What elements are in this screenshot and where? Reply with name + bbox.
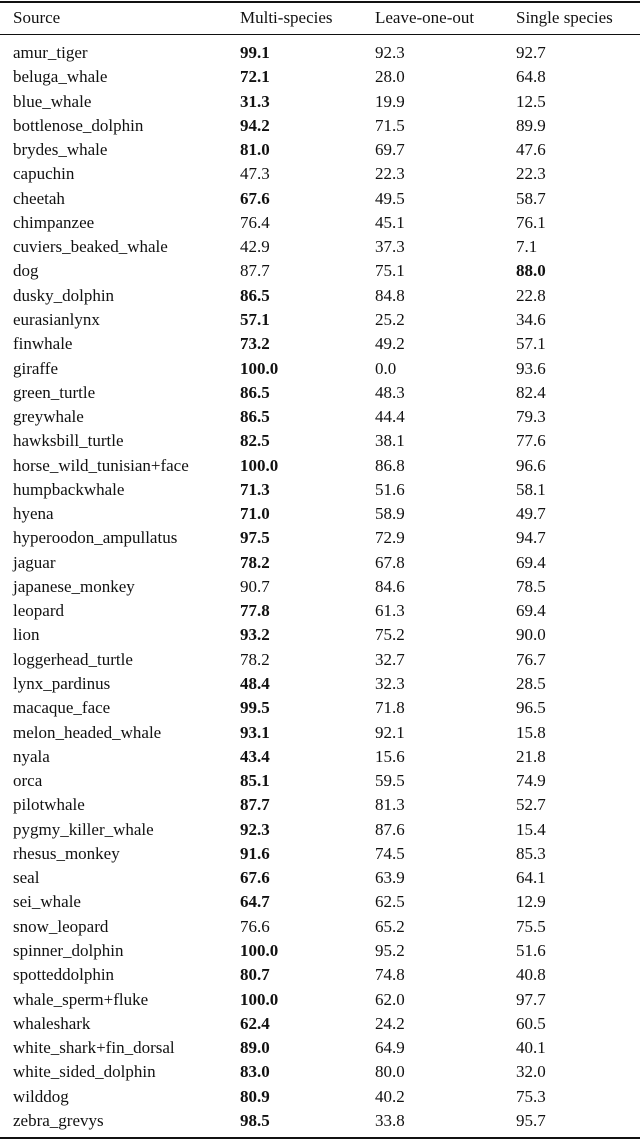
multi-species-cell: 90.7 (240, 576, 270, 596)
source-cell: zebra_grevys (13, 1110, 104, 1130)
multi-species-cell: 100.0 (240, 940, 279, 960)
multi-species-cell: 91.6 (240, 843, 270, 863)
header-multi-species: Multi-species (240, 8, 333, 27)
leave-one-out-cell: 95.2 (375, 940, 405, 960)
leave-one-out-cell: 64.9 (375, 1038, 405, 1058)
table-row (0, 454, 640, 478)
multi-species-cell: 78.2 (240, 552, 270, 572)
leave-one-out-cell: 86.8 (375, 455, 405, 475)
source-cell: wilddog (13, 1086, 69, 1106)
leave-one-out-cell: 74.5 (375, 843, 405, 863)
leave-one-out-cell: 61.3 (375, 601, 405, 621)
table-row (0, 429, 640, 453)
source-cell: melon_headed_whale (13, 722, 162, 742)
source-cell: blue_whale (13, 91, 92, 111)
multi-species-cell: 81.0 (240, 140, 270, 160)
single-species-cell: 49.7 (516, 504, 546, 524)
table-row (0, 696, 640, 720)
single-species-cell: 75.3 (516, 1086, 546, 1106)
multi-species-cell: 42.9 (240, 237, 270, 257)
single-species-cell: 82.4 (516, 382, 546, 402)
table-row (0, 381, 640, 405)
source-cell: sei_whale (13, 892, 81, 912)
table-header (0, 6, 640, 30)
leave-one-out-cell: 19.9 (375, 91, 405, 111)
multi-species-cell: 43.4 (240, 746, 270, 766)
multi-species-cell: 100.0 (240, 989, 279, 1009)
single-species-cell: 76.7 (516, 649, 546, 669)
multi-species-cell: 47.3 (240, 164, 270, 184)
header-leave-one-out: Leave-one-out (375, 8, 475, 27)
multi-species-cell: 93.2 (240, 625, 270, 645)
leave-one-out-cell: 48.3 (375, 382, 405, 402)
table-row (0, 114, 640, 138)
leave-one-out-cell: 84.6 (375, 576, 405, 596)
table-row (0, 502, 640, 526)
multi-species-cell: 57.1 (240, 309, 270, 329)
source-cell: chimpanzee (13, 212, 95, 232)
leave-one-out-cell: 38.1 (375, 431, 405, 451)
multi-species-cell: 83.0 (240, 1062, 270, 1082)
multi-species-cell: 80.9 (240, 1086, 270, 1106)
table-row (0, 187, 640, 211)
single-species-cell: 58.1 (516, 479, 546, 499)
table-row (0, 842, 640, 866)
multi-species-cell: 71.0 (240, 504, 270, 524)
source-cell: lion (13, 625, 40, 645)
multi-species-cell: 92.3 (240, 819, 270, 839)
leave-one-out-cell: 81.3 (375, 795, 405, 815)
source-cell: horse_wild_tunisian+face (13, 455, 189, 475)
leave-one-out-cell: 51.6 (375, 479, 405, 499)
single-species-cell: 76.1 (516, 212, 546, 232)
table-row (0, 1109, 640, 1133)
single-species-cell: 52.7 (516, 795, 546, 815)
single-species-cell: 97.7 (516, 989, 546, 1009)
leave-one-out-cell: 92.1 (375, 722, 405, 742)
table-row (0, 332, 640, 356)
source-cell: capuchin (13, 164, 75, 184)
source-cell: green_turtle (13, 382, 96, 402)
leave-one-out-cell: 22.3 (375, 164, 405, 184)
leave-one-out-cell: 62.0 (375, 989, 405, 1009)
source-cell: nyala (13, 746, 50, 766)
source-cell: snow_leopard (13, 916, 109, 936)
multi-species-cell: 71.3 (240, 479, 270, 499)
top-rule (0, 1, 640, 3)
multi-species-cell: 87.7 (240, 795, 270, 815)
single-species-cell: 77.6 (516, 431, 546, 451)
source-cell: cheetah (13, 188, 65, 208)
leave-one-out-cell: 62.5 (375, 892, 405, 912)
source-cell: hyperoodon_ampullatus (13, 528, 178, 548)
source-cell: loggerhead_turtle (13, 649, 133, 669)
multi-species-cell: 89.0 (240, 1038, 270, 1058)
multi-species-cell: 87.7 (240, 261, 270, 281)
single-species-cell: 7.1 (516, 237, 538, 257)
source-cell: jaguar (13, 552, 56, 572)
multi-species-cell: 93.1 (240, 722, 270, 742)
source-cell: rhesus_monkey (13, 843, 120, 863)
table-row (0, 575, 640, 599)
header-source: Source (13, 8, 61, 27)
table-row (0, 259, 640, 283)
single-species-cell: 32.0 (516, 1062, 546, 1082)
single-species-cell: 93.6 (516, 358, 546, 378)
source-cell: whaleshark (13, 1013, 91, 1033)
table-row (0, 963, 640, 987)
multi-species-cell: 48.4 (240, 674, 270, 694)
single-species-cell: 75.5 (516, 916, 546, 936)
single-species-cell: 64.1 (516, 868, 546, 888)
single-species-cell: 79.3 (516, 407, 546, 427)
single-species-cell: 21.8 (516, 746, 546, 766)
single-species-cell: 15.4 (516, 819, 546, 839)
table-row (0, 1012, 640, 1036)
single-species-cell: 22.8 (516, 285, 546, 305)
multi-species-cell: 99.1 (240, 43, 270, 62)
source-cell: macaque_face (13, 698, 111, 718)
table-row (0, 284, 640, 308)
table-row (0, 405, 640, 429)
table-row (0, 866, 640, 890)
table-row (0, 793, 640, 817)
table-row (0, 915, 640, 939)
multi-species-cell: 73.2 (240, 334, 270, 354)
single-species-cell: 69.4 (516, 552, 546, 572)
source-cell: whale_sperm+fluke (13, 989, 149, 1009)
leave-one-out-cell: 63.9 (375, 868, 405, 888)
source-cell: dog (13, 261, 39, 281)
source-cell: lynx_pardinus (13, 674, 111, 694)
single-species-cell: 60.5 (516, 1013, 546, 1033)
multi-species-cell: 64.7 (240, 892, 270, 912)
source-cell: white_sided_dolphin (13, 1062, 156, 1082)
table-row (0, 65, 640, 89)
leave-one-out-cell: 49.5 (375, 188, 405, 208)
source-cell: japanese_monkey (13, 576, 135, 596)
multi-species-cell: 100.0 (240, 455, 279, 475)
leave-one-out-cell: 40.2 (375, 1086, 405, 1106)
multi-species-cell: 72.1 (240, 67, 270, 87)
table-row (0, 1036, 640, 1060)
leave-one-out-cell: 33.8 (375, 1110, 405, 1130)
leave-one-out-cell: 44.4 (375, 407, 405, 427)
single-species-cell: 69.4 (516, 601, 546, 621)
table-row (0, 308, 640, 332)
single-species-cell: 89.9 (516, 115, 546, 135)
single-species-cell: 96.5 (516, 698, 546, 718)
leave-one-out-cell: 58.9 (375, 504, 405, 524)
table-row (0, 1085, 640, 1109)
leave-one-out-cell: 67.8 (375, 552, 405, 572)
table-row (0, 357, 640, 381)
single-species-cell: 74.9 (516, 771, 546, 791)
source-cell: hawksbill_turtle (13, 431, 124, 451)
multi-species-cell: 98.5 (240, 1110, 270, 1130)
single-species-cell: 51.6 (516, 940, 546, 960)
multi-species-cell: 99.5 (240, 698, 270, 718)
multi-species-cell: 86.5 (240, 285, 270, 305)
source-cell: white_shark+fin_dorsal (13, 1038, 175, 1058)
table-row (0, 551, 640, 575)
leave-one-out-cell: 59.5 (375, 771, 405, 791)
leave-one-out-cell: 28.0 (375, 67, 405, 87)
multi-species-cell: 67.6 (240, 188, 270, 208)
table-row (0, 769, 640, 793)
single-species-cell: 57.1 (516, 334, 546, 354)
single-species-cell: 47.6 (516, 140, 546, 160)
leave-one-out-cell: 74.8 (375, 965, 405, 985)
source-cell: bottlenose_dolphin (13, 115, 144, 135)
table-row (0, 988, 640, 1012)
table-row (0, 235, 640, 259)
source-cell: humpbackwhale (13, 479, 125, 499)
leave-one-out-cell: 15.6 (375, 746, 405, 766)
single-species-cell: 85.3 (516, 843, 546, 863)
table-row (0, 890, 640, 914)
table-row (0, 745, 640, 769)
single-species-cell: 40.8 (516, 965, 546, 985)
source-cell: eurasianlynx (13, 309, 100, 329)
table-row (0, 162, 640, 186)
single-species-cell: 95.7 (516, 1110, 546, 1130)
multi-species-cell: 76.6 (240, 916, 270, 936)
leave-one-out-cell: 71.8 (375, 698, 405, 718)
multi-species-cell: 100.0 (240, 358, 279, 378)
table-row (0, 1060, 640, 1084)
leave-one-out-cell: 87.6 (375, 819, 405, 839)
leave-one-out-cell: 32.3 (375, 674, 405, 694)
leave-one-out-cell: 84.8 (375, 285, 405, 305)
table-row (0, 599, 640, 623)
leave-one-out-cell: 92.3 (375, 43, 405, 62)
source-cell: giraffe (13, 358, 58, 378)
leave-one-out-cell: 65.2 (375, 916, 405, 936)
single-species-cell: 88.0 (516, 261, 546, 281)
multi-species-cell: 77.8 (240, 601, 270, 621)
leave-one-out-cell: 37.3 (375, 237, 405, 257)
header-rule (0, 34, 640, 35)
single-species-cell: 34.6 (516, 309, 546, 329)
source-cell: orca (13, 771, 43, 791)
multi-species-cell: 85.1 (240, 771, 270, 791)
single-species-cell: 90.0 (516, 625, 546, 645)
source-cell: amur_tiger (13, 43, 88, 62)
single-species-cell: 22.3 (516, 164, 546, 184)
multi-species-cell: 67.6 (240, 868, 270, 888)
source-cell: pygmy_killer_whale (13, 819, 154, 839)
multi-species-cell: 76.4 (240, 212, 270, 232)
single-species-cell: 94.7 (516, 528, 546, 548)
table-row (0, 526, 640, 550)
multi-species-cell: 80.7 (240, 965, 270, 985)
table-row (0, 478, 640, 502)
source-cell: spinner_dolphin (13, 940, 124, 960)
source-cell: pilotwhale (13, 795, 85, 815)
table-row (0, 721, 640, 745)
leave-one-out-cell: 75.2 (375, 625, 405, 645)
leave-one-out-cell: 0.0 (375, 358, 397, 378)
source-cell: finwhale (13, 334, 73, 354)
single-species-cell: 96.6 (516, 455, 546, 475)
single-species-cell: 40.1 (516, 1038, 546, 1058)
multi-species-cell: 94.2 (240, 115, 270, 135)
source-cell: cuviers_beaked_whale (13, 237, 168, 257)
single-species-cell: 64.8 (516, 67, 546, 87)
source-cell: hyena (13, 504, 54, 524)
source-cell: greywhale (13, 407, 84, 427)
single-species-cell: 15.8 (516, 722, 546, 742)
table-row (0, 138, 640, 162)
leave-one-out-cell: 71.5 (375, 115, 405, 135)
leave-one-out-cell: 24.2 (375, 1013, 405, 1033)
leave-one-out-cell: 25.2 (375, 309, 405, 329)
leave-one-out-cell: 80.0 (375, 1062, 405, 1082)
bottom-rule (0, 1137, 640, 1139)
leave-one-out-cell: 75.1 (375, 261, 405, 281)
multi-species-cell: 62.4 (240, 1013, 270, 1033)
multi-species-cell: 86.5 (240, 407, 270, 427)
source-cell: brydes_whale (13, 140, 108, 160)
leave-one-out-cell: 72.9 (375, 528, 405, 548)
table-row (0, 211, 640, 235)
single-species-cell: 28.5 (516, 674, 546, 694)
table-row (0, 41, 640, 65)
multi-species-cell: 31.3 (240, 91, 270, 111)
source-cell: dusky_dolphin (13, 285, 115, 305)
table-row (0, 818, 640, 842)
source-cell: seal (13, 868, 40, 888)
table-row (0, 648, 640, 672)
single-species-cell: 12.5 (516, 91, 546, 111)
single-species-cell: 58.7 (516, 188, 546, 208)
source-cell: beluga_whale (13, 67, 108, 87)
table-row (0, 623, 640, 647)
source-cell: spotteddolphin (13, 965, 115, 985)
multi-species-cell: 78.2 (240, 649, 270, 669)
leave-one-out-cell: 45.1 (375, 212, 405, 232)
multi-species-cell: 97.5 (240, 528, 270, 548)
multi-species-cell: 86.5 (240, 382, 270, 402)
leave-one-out-cell: 49.2 (375, 334, 405, 354)
multi-species-cell: 82.5 (240, 431, 270, 451)
single-species-cell: 12.9 (516, 892, 546, 912)
header-single-species: Single species (516, 8, 613, 27)
single-species-cell: 78.5 (516, 576, 546, 596)
source-cell: leopard (13, 601, 64, 621)
single-species-cell: 92.7 (516, 43, 546, 62)
table-row (0, 672, 640, 696)
leave-one-out-cell: 69.7 (375, 140, 405, 160)
table-row (0, 939, 640, 963)
table-row (0, 90, 640, 114)
leave-one-out-cell: 32.7 (375, 649, 405, 669)
